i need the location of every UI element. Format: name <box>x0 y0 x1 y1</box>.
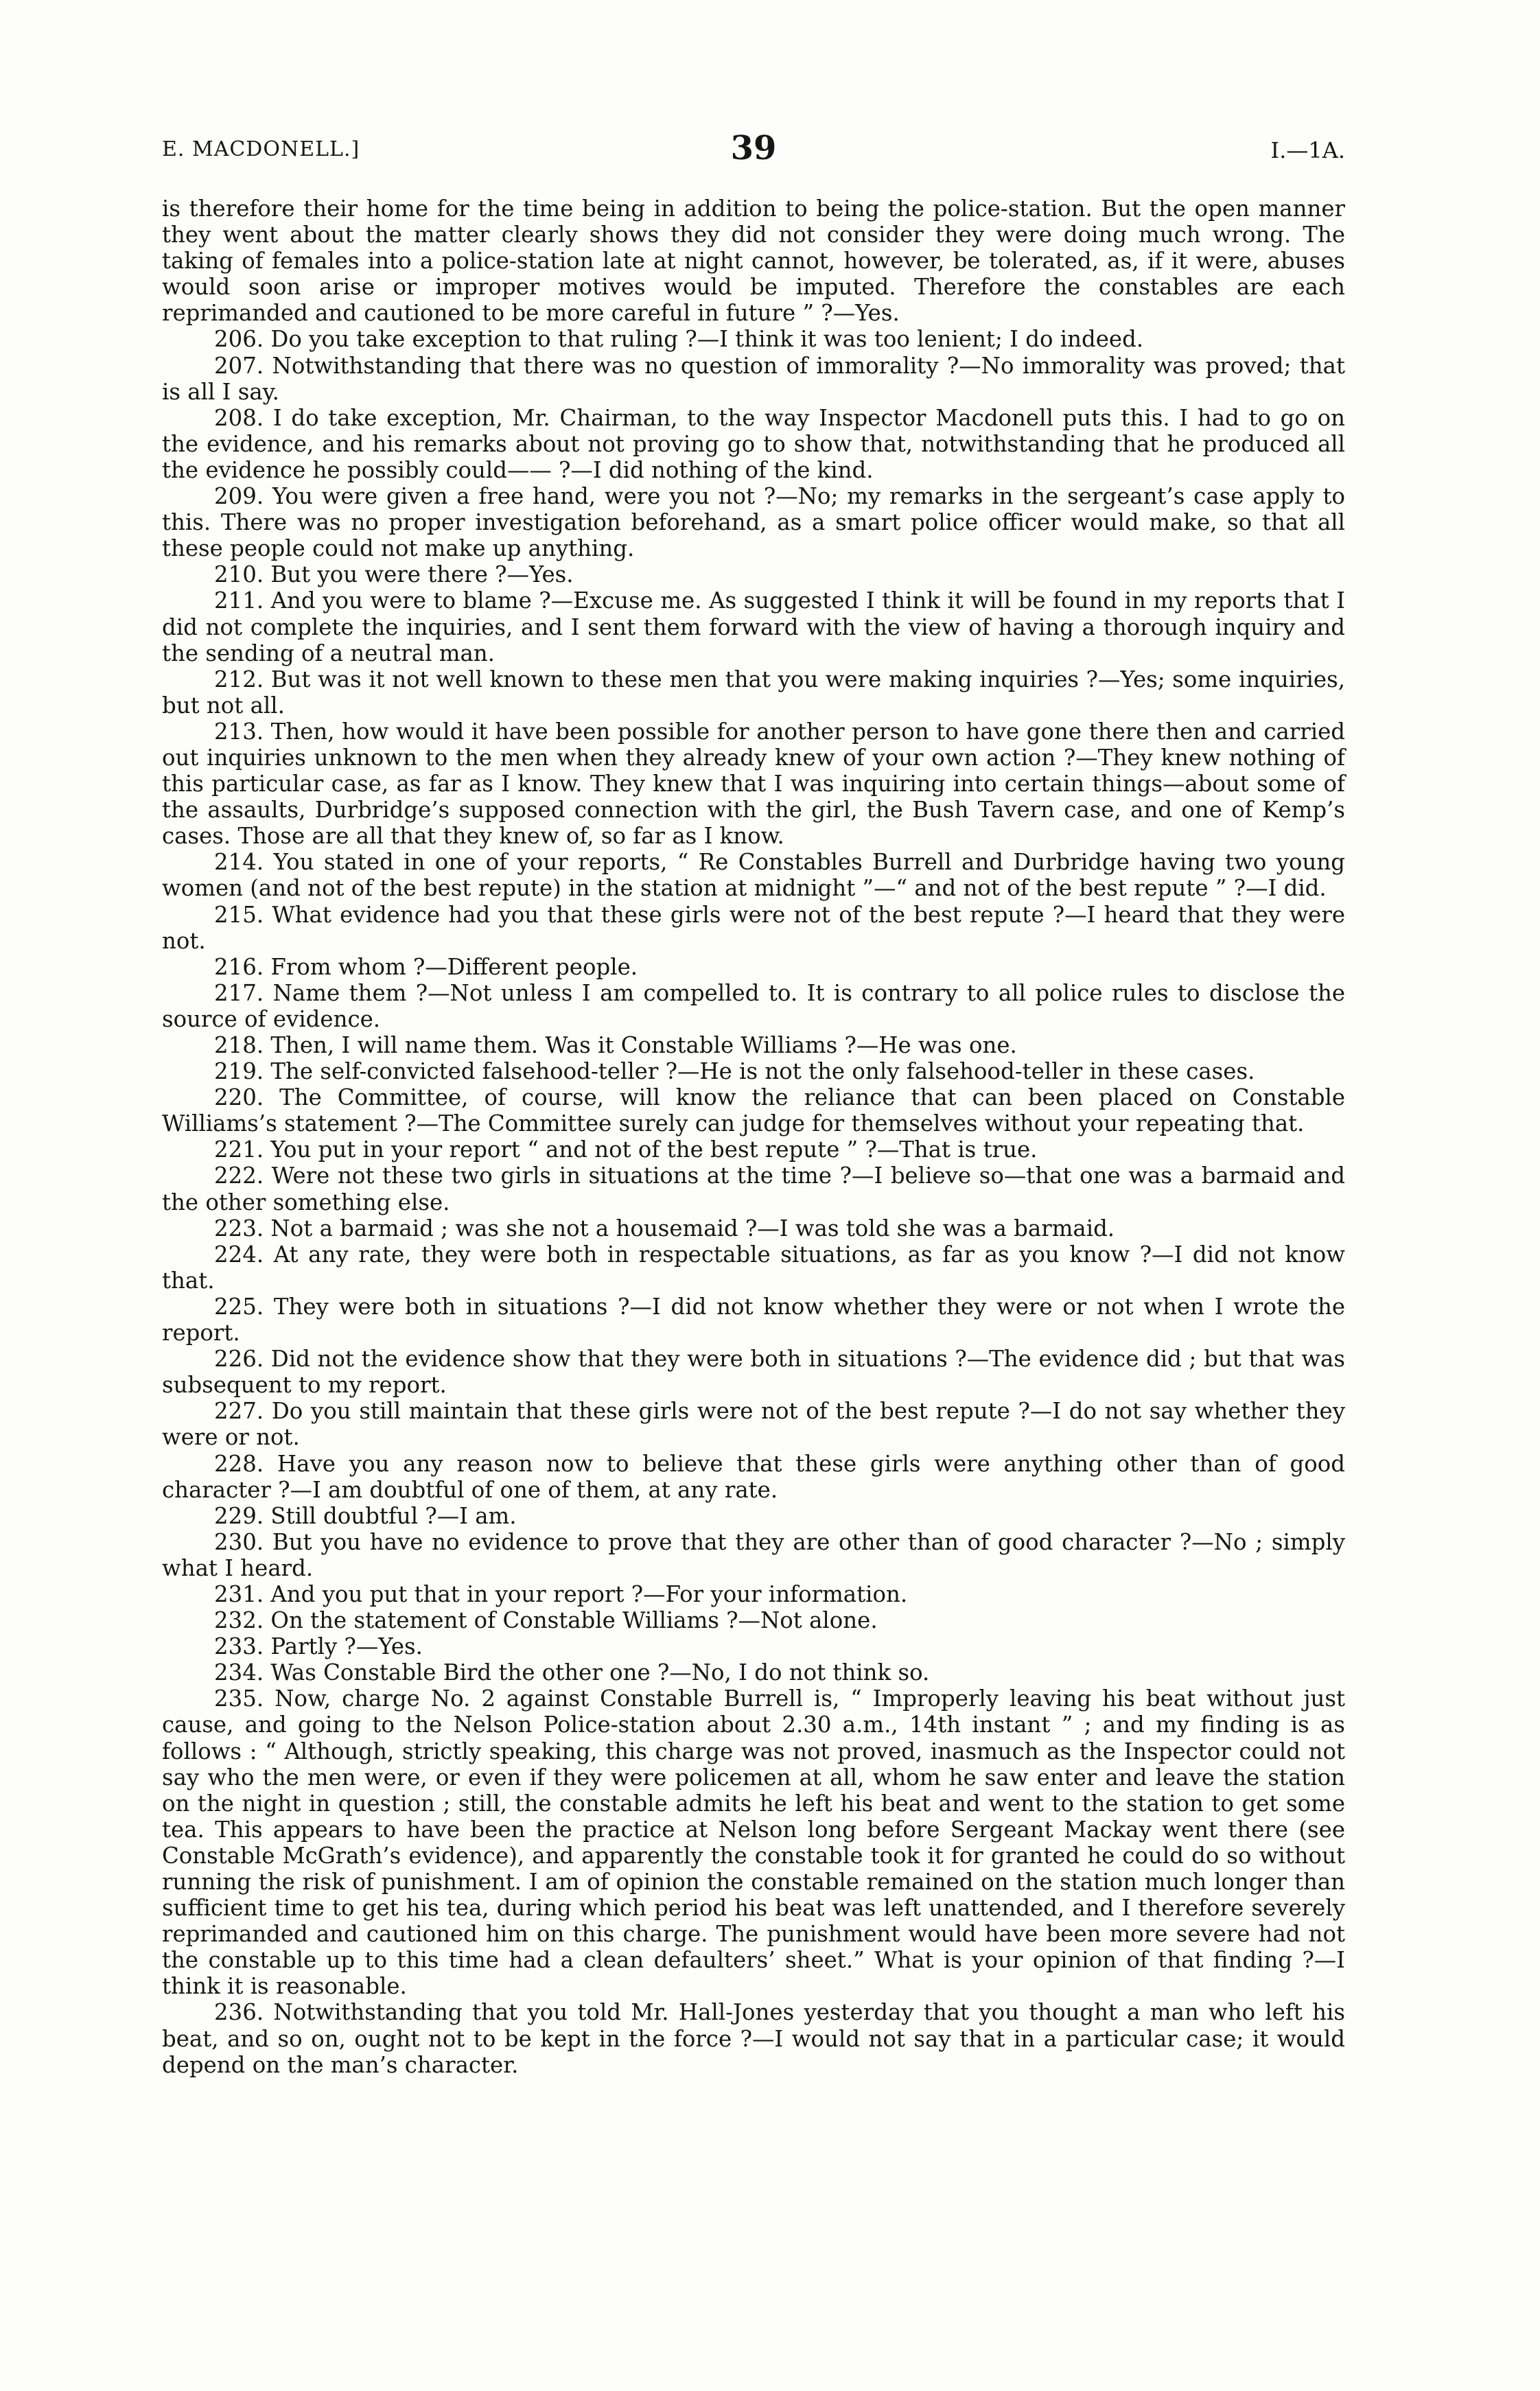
question-216: 216. From whom ?—Different people. <box>214 953 638 980</box>
question-235: 235. Now, charge No. 2 against Constable Burrell is, “ Improperly leaving his beat without just cause, and going to the Nelson Police-station about 2.30 a.m., 14th instant ” ; and my finding is as follows : “ Although, strictly speaking, this charge was not proved, inasmuch as the Inspector could not say who the men were, or even if they were policemen at all, whom he saw enter and leave the station on the night in question ; still, the constable admits he left his beat and went to the station to get some tea. This appears to have been the practice at Nelson long before Sergeant Mackay went there (see Constable McGrath’s evidence), and apparently the constable took it for granted he could do so without running the risk of punishment. I am of opinion the constable remained on the station much longer than sufficient time to get his tea, during which period his beat was left unattended, and I therefore severely reprimanded and cautioned him on this charge. The punishment would have been more severe had not the constable up to this time had a clean defaulters’ sheet.” What is your opinion of that finding ?—I think it is reasonable. <box>162 1686 1345 2000</box>
paper-reference: I.—1A. <box>1270 137 1345 163</box>
question-224: 224. At any rate, they were both in respectable situations, as far as you know ?—I did not know that. <box>162 1241 1345 1294</box>
paragraph-continued: is therefore their home for the time being in addition to being the police-station. But the open manner they went about the matter clearly shows they did not consider they were doing much wrong. The taking of females into a police-station late at night cannot, however, be tolerated, as, if it were, abuses would soon arise or improper motives would be imputed. Therefore the constables are each reprimanded and cautioned to be more careful in future ” ?—Yes. <box>162 196 1345 327</box>
question-214: 214. You stated in one of your reports, “ Re Constables Burrell and Durbridge having two young women (and not of the best repute) in the station at midnight ”—“ and not of the best repute ” ?—I did. <box>162 849 1345 902</box>
question-232: 232. On the statement of Constable Williams ?—Not alone. <box>214 1607 878 1634</box>
question-228: 228. Have you any reason now to believe that these girls were anything other than of good character ?—I am doubtful of one of them, at any rate. <box>162 1450 1345 1503</box>
question-229: 229. Still doubtful ?—I am. <box>214 1502 517 1529</box>
question-225: 225. They were both in situations ?—I did not know whether they were or not when I wrote the report. <box>162 1293 1345 1346</box>
question-217: 217. Name them ?—Not unless I am compelled to. It is contrary to all police rules to disclose the source of evidence. <box>162 979 1345 1032</box>
question-220: 220. The Committee, of course, will know the reliance that can been placed on Constable Williams’s statement ?—The Committee surely can judge for themselves without your repeating that. <box>162 1084 1345 1137</box>
question-233: 233. Partly ?—Yes. <box>214 1633 423 1660</box>
question-219: 219. The self-convicted falsehood-teller ?—He is not the only falsehood-teller in these cases. <box>214 1058 1255 1085</box>
question-236: 236. Notwithstanding that you told Mr. Hall-Jones yesterday that you thought a man who left his beat, and so on, ought not to be kept in the force ?—I would not say that in a particular case; it would depend on the man’s character. <box>162 1999 1345 2078</box>
question-208: 208. I do take exception, Mr. Chairman, to the way Inspector Macdonell puts this. I had to go on the evidence, and his remarks about not proving go to show that, notwithstanding that he produced all the evidence he possibly could—— ?—I did nothing of the kind. <box>162 404 1345 483</box>
question-210: 210. But you were there ?—Yes. <box>214 561 574 588</box>
question-222: 222. Were not these two girls in situations at the time ?—I believe so—that one was a barmaid and the other something else. <box>162 1163 1345 1215</box>
question-213: 213. Then, how would it have been possible for another person to have gone there then and carried out inquiries unknown to the men when they already knew of your own action ?—They knew nothing of this particular case, as far as I know. They knew that I was inquiring into certain things—about some of the assaults, Durbridge’s supposed connection with the girl, the Bush Tavern case, and one of Kemp’s cases. Those are all that they knew of, so far as I know. <box>162 718 1345 850</box>
question-215: 215. What evidence had you that these girls were not of the best repute ?—I heard that they were not. <box>162 901 1345 954</box>
question-227: 227. Do you still maintain that these girls were not of the best repute ?—I do not say whether they were or not. <box>162 1398 1345 1451</box>
running-head <box>162 129 1345 173</box>
question-234: 234. Was Constable Bird the other one ?—No, I do not think so. <box>214 1659 930 1686</box>
question-218: 218. Then, I will name them. Was it Constable Williams ?—He was one. <box>214 1032 1017 1058</box>
page-number: 39 <box>730 129 777 167</box>
question-223: 223. Not a barmaid ; was she not a housemaid ?—I was told she was a barmaid. <box>214 1215 1115 1241</box>
question-230: 230. But you have no evidence to prove that they are other than of good character ?—No ; simply what I heard. <box>162 1528 1345 1581</box>
question-226: 226. Did not the evidence show that they were both in situations ?—The evidence did ; but that was subsequent to my report. <box>162 1346 1345 1399</box>
question-221: 221. You put in your report “ and not of the best repute ” ?—That is true. <box>214 1136 1038 1163</box>
question-211: 211. And you were to blame ?—Excuse me. As suggested I think it will be found in my reports that I did not complete the inquiries, and I sent them forward with the view of having a thorough inquiry and the sending of a neutral man. <box>162 587 1345 666</box>
question-209: 209. You were given a free hand, were you not ?—No; my remarks in the sergeant’s case apply to this. There was no proper investigation beforehand, as a smart police officer would make, so that all these people could not make up anything. <box>162 483 1345 562</box>
evidence-text <box>162 196 1345 2078</box>
question-231: 231. And you put that in your report ?—For your information. <box>214 1581 908 1607</box>
witness-name: E. MACDONELL.] <box>162 137 360 161</box>
question-212: 212. But was it not well known to these men that you were making inquiries ?—Yes; some inquiries, but not all. <box>162 666 1345 719</box>
question-207: 207. Notwithstanding that there was no question of immorality ?—No immorality was proved; that is all I say. <box>162 352 1345 405</box>
question-206: 206. Do you take exception to that ruling ?—I think it was too lenient; I do indeed. <box>214 326 1144 353</box>
